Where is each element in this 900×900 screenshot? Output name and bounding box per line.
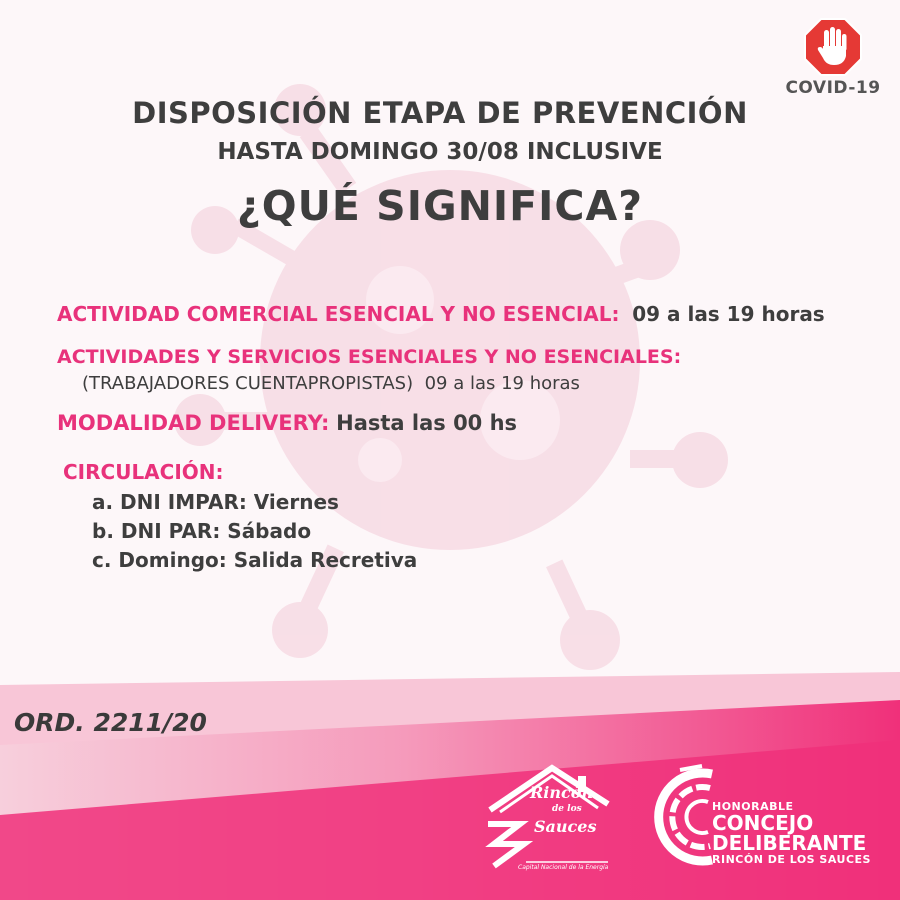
item-delivery-value: Hasta las 00 hs (336, 411, 518, 435)
concejo-line-2: CONCEJO (712, 811, 814, 835)
item-comercial-label: ACTIVIDAD COMERCIAL ESENCIAL Y NO ESENCIAL: (57, 302, 620, 326)
title-line-1: DISPOSICIÓN ETAPA DE PREVENCIÓN (132, 96, 748, 130)
concejo-line-1: HONORABLE (712, 800, 794, 813)
title-line-2: HASTA DOMINGO 30/08 INCLUSIVE (217, 139, 663, 165)
rincon-wordmark (530, 784, 596, 835)
ordinance-number: ORD. 2211/20 (14, 708, 207, 737)
item-servicios-label: ACTIVIDADES Y SERVICIOS ESENCIALES Y NO ESENCIALES: (57, 346, 682, 368)
rincon-line-1: Rincón (530, 783, 594, 802)
list-item: c. Domingo: Salida Recretiva (92, 548, 418, 572)
item-servicios-sub: (TRABAJADORES CUENTAPROPISTAS) (82, 373, 414, 394)
concejo-wordmark (712, 800, 871, 866)
rincon-line-2: de los (552, 804, 582, 814)
list-item: b. DNI PAR: Sábado (92, 519, 312, 543)
concejo-line-3: DELIBERANTE (712, 831, 867, 855)
item-circulacion-label: CIRCULACIÓN: (63, 460, 224, 484)
item-delivery-label: MODALIDAD DELIVERY: (57, 411, 330, 435)
covid-label: COVID-19 (785, 78, 881, 98)
rincon-tagline: Capital Nacional de la Energía (518, 864, 609, 871)
title-line-3: ¿QUÉ SIGNIFICA? (236, 182, 644, 230)
concejo-line-4: RINCÓN DE LOS SAUCES (712, 853, 871, 866)
item-comercial-value: 09 a las 19 horas (632, 302, 825, 326)
rincon-line-3: Sauces (534, 817, 597, 836)
list-item: a. DNI IMPAR: Viernes (92, 490, 339, 514)
item-servicios-value: 09 a las 19 horas (424, 373, 580, 394)
